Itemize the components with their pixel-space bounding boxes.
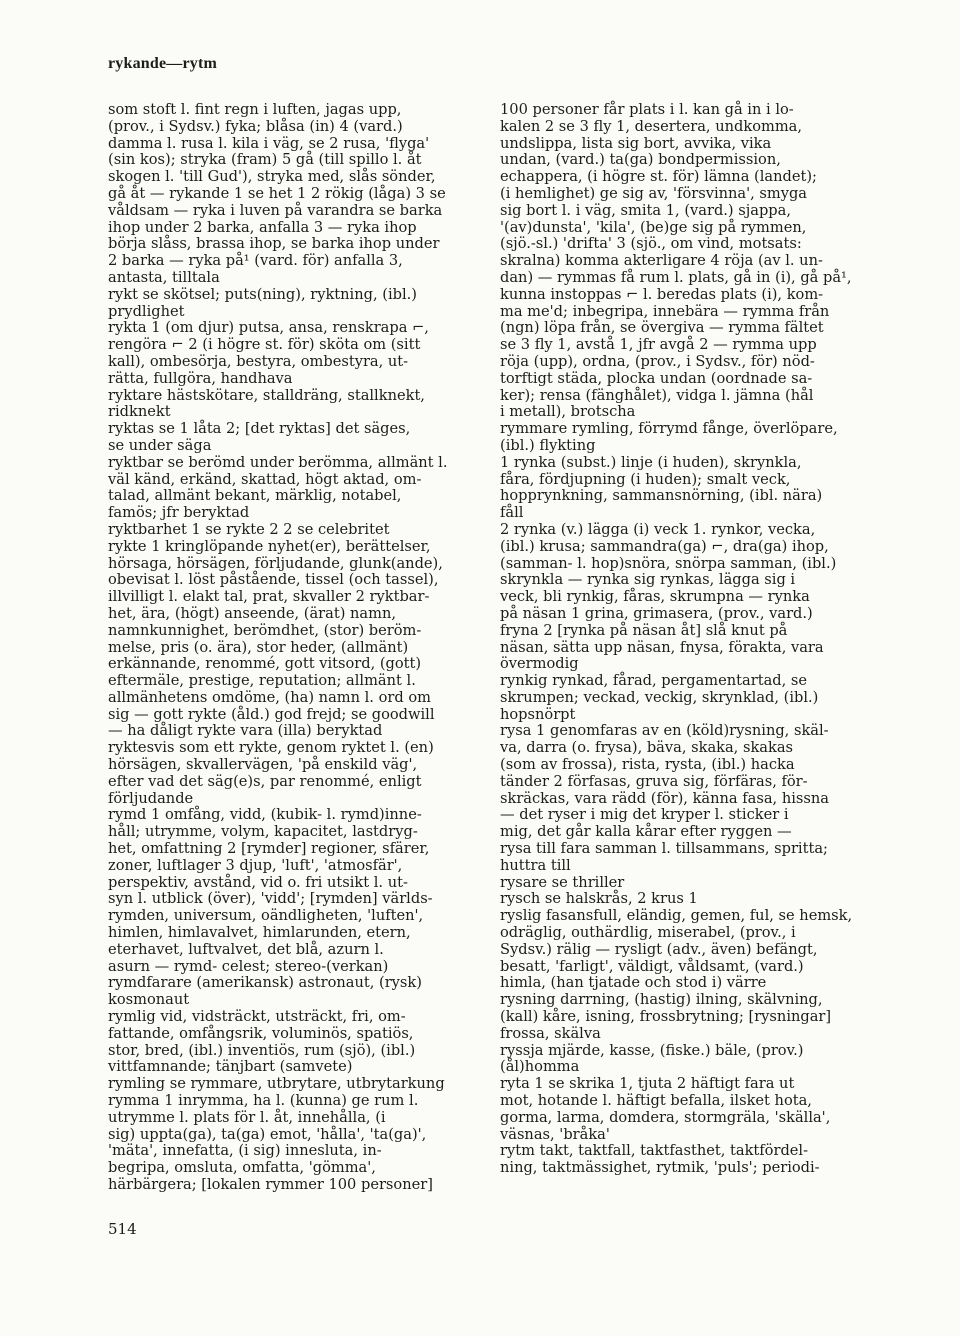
text-line: stor, bred, (ibl.) inventiös, rum (sjö), (ibl.) [108,1041,416,1059]
text-line: i metall), brotscha [500,403,636,421]
text-line: ning, taktmässighet, rytmik, 'puls'; periodi- [500,1159,820,1177]
page-number: 514 [108,1220,137,1238]
text-line: — det ryser i mig det kryper l. sticker i [500,806,789,824]
text-line: (samman- l. hop)snöra, snörpa samman, (ibl.) [500,554,837,572]
text-line: fryna 2 [rynka på näsan åt] slå knut på [500,621,788,639]
text-line: hörsägen, skvallervägen, 'på enskild väg', [108,756,418,774]
text-line: syn l. utblick (över), 'vidd'; [rymden] världs- [108,890,433,908]
text-line: väsnas, 'bråka' [500,1125,610,1143]
text-line: rymdfarare (amerikansk) astronaut, (rysk) [108,974,422,992]
text-line: ker); rensa (fänghålet), vidga l. jämna (hål [500,386,814,404]
text-line: rykt se skötsel; puts(ning), ryktning, (ibl.) [108,285,417,303]
text-line: utrymme l. plats för l. åt, innehålla, (i [108,1108,386,1126]
text-line: torftigt städa, plocka undan (oordnade sa- [500,369,813,387]
text-line: vittfamnande; tänjbart (samvete) [108,1058,353,1076]
text-line: rymmare rymling, förrymd fånge, överlöpare, [500,420,838,438]
text-line: (ngn) löpa från, se övergiva — rymma fältet [500,319,824,337]
text-line: undslippa, lista sig bort, avvika, vika [500,134,772,152]
text-line: melse, pris (o. ära), stor heder, (allmänt) [108,638,409,656]
text-line: förljudande [108,789,194,807]
text-line: efter vad det säg(e)s, par renommé, enligt [108,772,422,790]
text-line: härbärgera; [lokalen rymmer 100 personer] [108,1176,433,1193]
text-line: mig, det går kalla kårar efter ryggen — [500,823,792,841]
text-line: håll; utrymme, volym, kapacitet, lastdryg- [108,823,418,841]
text-line: veck, bli rynkig, fåras, skrumpna — rynka [500,588,810,606]
text-line: röja (upp), ordna, (prov., i Sydsv., för) nöd- [500,352,815,370]
text-line: antasta, tilltala [108,268,220,286]
text-line: skrynkla — rynka sig rynkas, lägga sig i [500,571,796,589]
text-line: fåll [500,504,524,522]
text-line: perspektiv, avstånd, vid o. fri utsikt l. ut- [108,873,408,891]
text-line: kall), ombesörja, bestyra, ombestyra, ut- [108,352,409,370]
text-line: se under säga [108,436,212,454]
text-line: ryktbar se berömd under berömma, allmänt l. [108,453,448,471]
text-line: huttra till [500,856,571,874]
text-line: kosmonaut [108,991,190,1009]
text-line: 'mäta', innefatta, (i sig) innesluta, in- [108,1142,382,1160]
text-line: ryta 1 se skrika 1, tjuta 2 häftigt fara ut [500,1075,795,1093]
text-line: talad, allmänt bekant, märklig, notabel, [108,487,402,505]
text-line: (ibl.) krusa; sammandra(ga) ⌐, dra(ga) ihop, [500,537,829,555]
right-column [500,102,856,1177]
text-line: 1 rynka (subst.) linje (i huden), skrynkla, [500,453,802,471]
text-line: rymma 1 inrymma, ha l. (kunna) ge rum l. [108,1092,419,1110]
text-line: rymd 1 omfång, vidd, (kubik- l. rymd)inne- [108,806,422,824]
text-line: odräglig, outhärdlig, miserabel, (prov., i [500,924,796,942]
text-line: ryktesvis som ett rykte, genom ryktet l. (en) [108,739,434,757]
text-line: (ål)homma [500,1058,580,1076]
text-line: illvilligt l. elakt tal, prat, skvaller 2 ryktbar- [108,588,430,606]
text-line: som stoft l. fint regn i luften, jagas upp, [108,101,402,118]
text-line: ryktas se 1 låta 2; [det ryktas] det säges, [108,420,411,438]
text-line: het, omfattning 2 [rymder] regioner, sfärer, [108,840,430,858]
text-line: ma me'd; inbegripa, innebära — rymma från [500,302,830,320]
text-line: skralna) komma akterligare 4 röja (av l. un- [500,252,823,270]
text-line: namnkunnighet, berömdhet, (stor) beröm- [108,621,422,639]
text-line: eftermäle, prestige, reputation; allmänt l. [108,672,416,690]
text-line: dan) — rymmas få rum l. plats, gå in (i), gå på¹, [500,268,852,286]
text-line: rysch se halskrås, 2 krus 1 [500,890,698,908]
text-line: (sin kos); stryka (fram) 5 gå (till spillo l. åt [108,151,422,169]
text-line: kalen 2 se 3 fly 1, desertera, undkomma, [500,117,803,135]
text-line: rysa till fara samman l. tillsammans, spritta; [500,840,828,858]
text-line: frossa, skälva [500,1024,601,1042]
text-line: prydlighet [108,302,185,320]
text-line: skogen l. 'till Gud'), stryka med, slås sönder, [108,168,436,186]
text-line: rykta 1 (om djur) putsa, ansa, renskrapa ⌐, [108,319,429,337]
text-line: besatt, 'farligt', väldigt, våldsamt, (vard.) [500,957,804,975]
text-line: (ibl.) flykting [500,436,596,454]
text-line: gorma, larma, domdera, stormgräla, 'skälla', [500,1108,831,1126]
text-line: rengöra ⌐ 2 (i högre st. för) sköta om (sitt [108,336,421,354]
text-line: damma l. rusa l. kila i väg, se 2 rusa, 'flyga' [108,134,430,152]
text-line: börja slåss, brassa ihop, se barka ihop under [108,235,440,253]
text-line: zoner, luftlager 3 djup, 'luft', 'atmosfär', [108,856,403,874]
text-line: rätta, fullgöra, handhava [108,369,293,387]
text-line: (som av frossa), rista, rysta, (ibl.) hacka [500,756,795,774]
text-line: rynkig rynkad, fårad, pergamentartad, se [500,672,808,690]
text-line: se 3 fly 1, avstå 1, jfr avgå 2 — rymma upp [500,336,817,354]
text-line: rykte 1 kringlöpande nyhet(er), berättelser, [108,537,431,555]
text-line: rymden, universum, oändligheten, 'luften', [108,907,424,925]
text-line: himlen, himlavalvet, himlarunden, etern, [108,924,411,942]
text-line: het, ära, (högt) anseende, (ärat) namn, [108,604,397,622]
text-line: asurn — rymd- celest; stereo-(verkan) [108,957,389,975]
text-line: 100 personer får plats i l. kan gå in i lo- [500,101,794,118]
text-line: sig bort l. i väg, smita 1, (vard.) sjappa, [500,201,791,219]
text-line: (i hemlighet) ge sig av, 'försvinna', smyga [500,184,808,202]
text-line: ridknekt [108,403,171,421]
text-line: fåra, fördjupning (i huden); smalt veck, [500,470,791,488]
running-head: rykande—rytm [108,55,218,72]
text-line: ihop under 2 barka, anfalla 3 — ryka ihop [108,218,417,236]
text-line: ryktare hästskötare, stalldräng, stallknekt, [108,386,425,404]
text-line: tänder 2 förfasas, gruva sig, förfäras, för- [500,772,808,790]
text-line: himla, (han tjatade och stod i) värre [500,974,767,992]
text-line: Sydsv.) rälig — rysligt (adv., även) befängt, [500,940,818,958]
text-line: hopprynkning, sammansnörning, (ibl. nära) [500,487,823,505]
text-line: kunna instoppas ⌐ l. beredas plats (i), kom- [500,285,824,303]
text-line: hörsaga, hörsägen, förljudande, glunk(ande), [108,554,443,572]
text-line: allmänhetens omdöme, (ha) namn l. ord om [108,688,431,706]
text-line: rysning darrning, (hastig) ilning, skälvning, [500,991,823,1009]
text-line: rysare se thriller [500,873,625,891]
text-line: famös; jfr beryktad [108,504,250,522]
text-line: (prov., i Sydsv.) fyka; blåsa (in) 4 (vard.) [108,117,403,135]
text-line: 2 rynka (v.) lägga (i) veck 1. rynkor, vecka, [500,520,816,538]
text-line: undan, (vard.) ta(ga) bondpermission, [500,151,781,169]
text-line: på näsan 1 grina, grimasera, (prov., vard.) [500,604,813,622]
text-line: (sjö.-sl.) 'drifta' 3 (sjö., om vind, motsats: [500,235,802,253]
text-line: övermodig [500,655,579,673]
text-line: sig) uppta(ga), ta(ga) emot, 'hålla', 'ta(ga)', [108,1125,427,1143]
text-line: '(av)dunsta', 'kila', (be)ge sig på rymmen, [500,218,807,236]
text-line: (kall) kåre, isning, frossbrytning; [rysningar] [500,1008,832,1026]
text-line: eterhavet, luftvalvet, det blå, azurn l. [108,940,384,958]
text-line: ryktbarhet 1 se rykte 2 2 se celebritet [108,520,390,538]
text-line: sig — gott rykte (åld.) god frejd; se goodwill [108,705,435,723]
text-line: gå åt — rykande 1 se het 1 2 rökig (låga) 3 se [108,184,446,202]
text-line: ryslig fasansfull, eländig, gemen, ful, se hemsk, [500,907,853,925]
text-line: rysa 1 genomfaras av en (köld)rysning, skäl- [500,722,829,740]
text-line: va, darra (o. frysa), bäva, skaka, skakas [500,739,794,757]
left-column [108,102,464,1194]
text-line: mot, hotande l. häftigt befalla, ilsket hota, [500,1092,812,1110]
text-line: våldsam — ryka i luven på varandra se barka [108,201,443,219]
text-line: begripa, omsluta, omfatta, 'gömma', [108,1159,376,1177]
text-line: skrumpen; veckad, veckig, skrynklad, (ibl.) [500,688,819,706]
text-line: ryssja mjärde, kasse, (fiske.) bäle, (prov.) [500,1041,804,1059]
text-line: fattande, omfångsrik, voluminös, spatiös, [108,1024,414,1042]
text-line: erkännande, renommé, gott vitsord, (gott) [108,655,422,673]
text-line: rymlig vid, vidsträckt, utsträckt, fri, om- [108,1008,406,1026]
text-line: 2 barka — ryka på¹ (vard. för) anfalla 3, [108,252,403,270]
text-line: rytm takt, taktfall, taktfasthet, taktfördel- [500,1142,809,1160]
text-line: skräckas, vara rädd (för), känna fasa, hissna [500,789,829,807]
text-line: — ha dåligt rykte vara (illa) beryktad [108,722,383,740]
text-line: väl känd, erkänd, skattad, högt aktad, om- [108,470,422,488]
text-line: obevisat l. löst påstående, tissel (och tassel), [108,571,439,589]
text-line: hopsnörpt [500,705,576,723]
text-line: näsan, sätta upp näsan, fnysa, förakta, vara [500,638,824,656]
text-line: rymling se rymmare, utbrytare, utbrytarkung [108,1075,445,1093]
text-line: echappera, (i högre st. för) lämna (landet); [500,168,817,186]
